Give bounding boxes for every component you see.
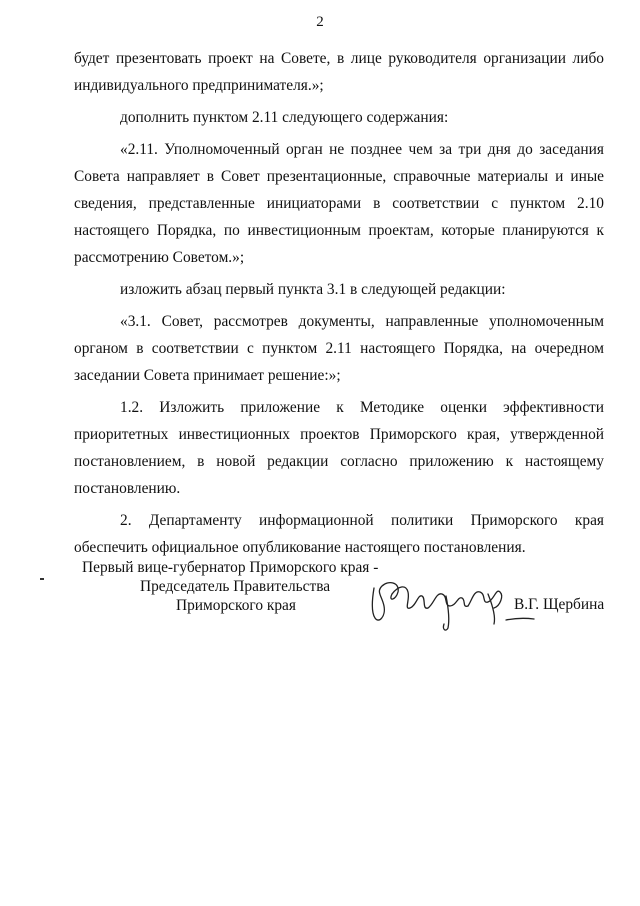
- margin-mark: [40, 578, 44, 580]
- paragraph-2: дополнить пунктом 2.11 следующего содержания:: [120, 109, 449, 126]
- signature-block: [82, 558, 378, 615]
- document-body: [74, 45, 604, 566]
- signatory-title-line-1: Первый вице-губернатор Приморского края -: [82, 559, 379, 576]
- signatory-title-line-3: Приморского края: [176, 597, 296, 614]
- paragraph-3: «2.11. Уполномоченный орган не позднее чем за три дня до заседания Совета направляет в Совет презентационные, справочные материалы и иные сведения, представленные инициаторами в соответствии с пунктом 2.10 настоящего Порядка, по инвестиционным проектам, которые планируются к рассмотрению Советом.»;: [74, 141, 604, 266]
- paragraph-1: будет презентовать проект на Совете, в лице руководителя организации либо индивидуального предпринимателя.»;: [74, 50, 604, 94]
- page-number: 2: [316, 14, 324, 30]
- paragraph-6: 1.2. Изложить приложение к Методике оценки эффективности приоритетных инвестиционных проектов Приморского края, утвержденной постановлением, в новой редакции согласно приложению к настоящему постановлению.: [74, 399, 604, 497]
- paragraph-7: 2. Департаменту информационной политики Приморского края обеспечить официальное опубликование настоящего постановления.: [74, 512, 604, 556]
- signatory-title-line-2: Председатель Правительства: [140, 578, 331, 595]
- paragraph-5: «3.1. Совет, рассмотрев документы, направленные уполномоченным органом в соответствии с пунктом 2.11 настоящего Порядка, на очередном заседании Совета принимает решение:»;: [74, 313, 604, 384]
- signatory-name: В.Г. Щербина: [514, 596, 605, 613]
- paragraph-4: изложить абзац первый пункта 3.1 в следующей редакции:: [120, 281, 506, 298]
